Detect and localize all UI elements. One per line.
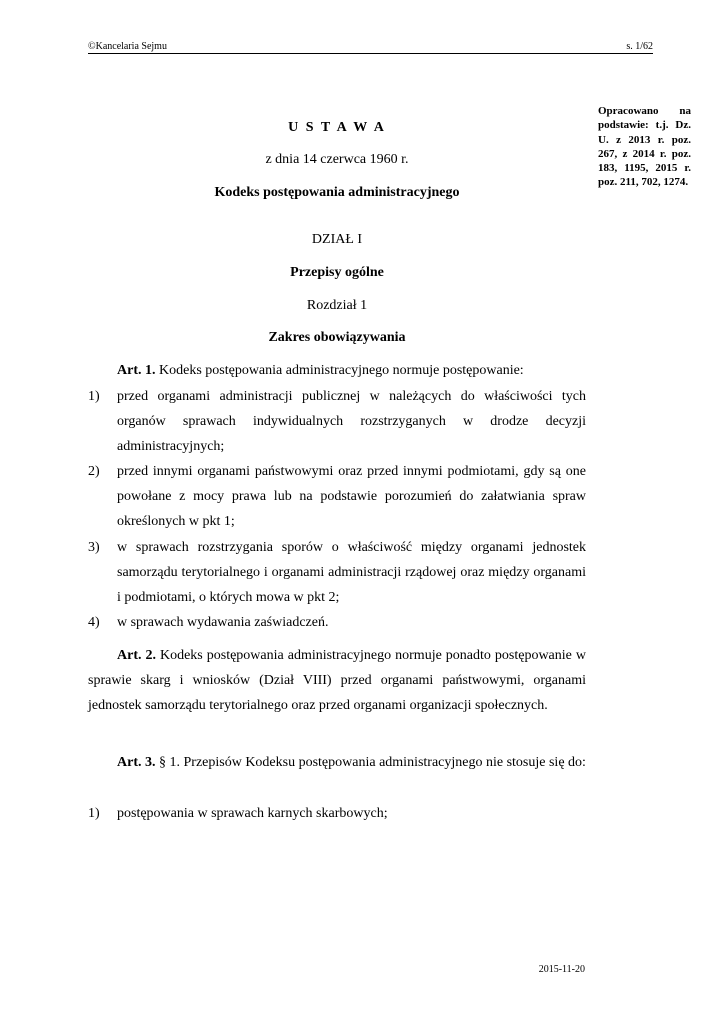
- article-1-item: [88, 610, 586, 635]
- header-page-number: s. 1/62: [626, 41, 653, 52]
- article-3-intro: [88, 750, 586, 775]
- item-text: w sprawach wydawania zaświadczeń.: [117, 615, 329, 630]
- header-publisher: ©Kancelaria Sejmu: [88, 41, 167, 52]
- act-date: z dnia 14 czerwca 1960 r.: [265, 152, 409, 167]
- footer-date: 2015-11-20: [538, 964, 585, 975]
- article-1-label: Art. 1.: [117, 363, 156, 378]
- article-1-intro: [88, 358, 586, 383]
- item-text: postępowania w sprawach karnych skarbowych;: [117, 806, 388, 821]
- article-2-label: Art. 2.: [117, 648, 156, 663]
- article-1-text: Kodeks postępowania administracyjnego normuje postępowanie:: [155, 363, 524, 378]
- item-number: 1): [88, 806, 100, 821]
- article-3-item: [88, 801, 586, 826]
- article-2: [88, 643, 586, 718]
- item-text: w sprawach rozstrzygania sporów o właściwość między organami jednostek samorządu terytorialnego i organami administracji rządowej oraz między organami i podmiotami, o których mowa w pkt 2;: [117, 540, 586, 605]
- article-1-item: [88, 459, 586, 534]
- act-title: Kodeks postępowania administracyjnego: [214, 185, 460, 200]
- article-1-item: [88, 384, 586, 459]
- chapter-heading: Rozdział 1: [306, 298, 368, 313]
- item-text: przed innymi organami państwowymi oraz przed innymi podmiotami, gdy są one powołane z mocy prawa lub na podstawie porozumień do załatwiania spraw określonych w pkt 1;: [117, 464, 586, 529]
- item-text: przed organami administracji publicznej w należących do właściwości tych organów sprawach indywidualnych rozstrzyganych w drodze decyzji administracyjnych;: [117, 389, 586, 454]
- item-number: 3): [88, 540, 100, 555]
- division-title: Przepisy ogólne: [290, 265, 384, 280]
- article-1-item: [88, 535, 586, 610]
- article-3-text: § 1. Przepisów Kodeksu postępowania administracyjnego nie stosuje się do:: [155, 755, 586, 770]
- item-number: 4): [88, 615, 100, 630]
- division-heading: DZIAŁ I: [311, 232, 363, 247]
- article-2-text: Kodeks postępowania administracyjnego normuje ponadto postępowanie w sprawie skarg i wniosków (Dział VIII) przed organami państwowymi, organami jednostek samorządu terytorialnego oraz przed organami organizacji społecznych.: [88, 648, 586, 713]
- item-number: 2): [88, 464, 100, 479]
- item-number: 1): [88, 389, 100, 404]
- article-3-label: Art. 3.: [117, 755, 156, 770]
- act-type-heading: U S T A W A: [288, 120, 386, 135]
- header-divider: [88, 53, 653, 54]
- chapter-title: Zakres obowiązywania: [268, 330, 406, 345]
- source-note: Opracowano na podstawie: t.j. Dz. U. z 2013 r. poz. 267, z 2014 r. poz. 183, 1195, 2015 r. poz. 211, 702, 1274.: [598, 105, 691, 189]
